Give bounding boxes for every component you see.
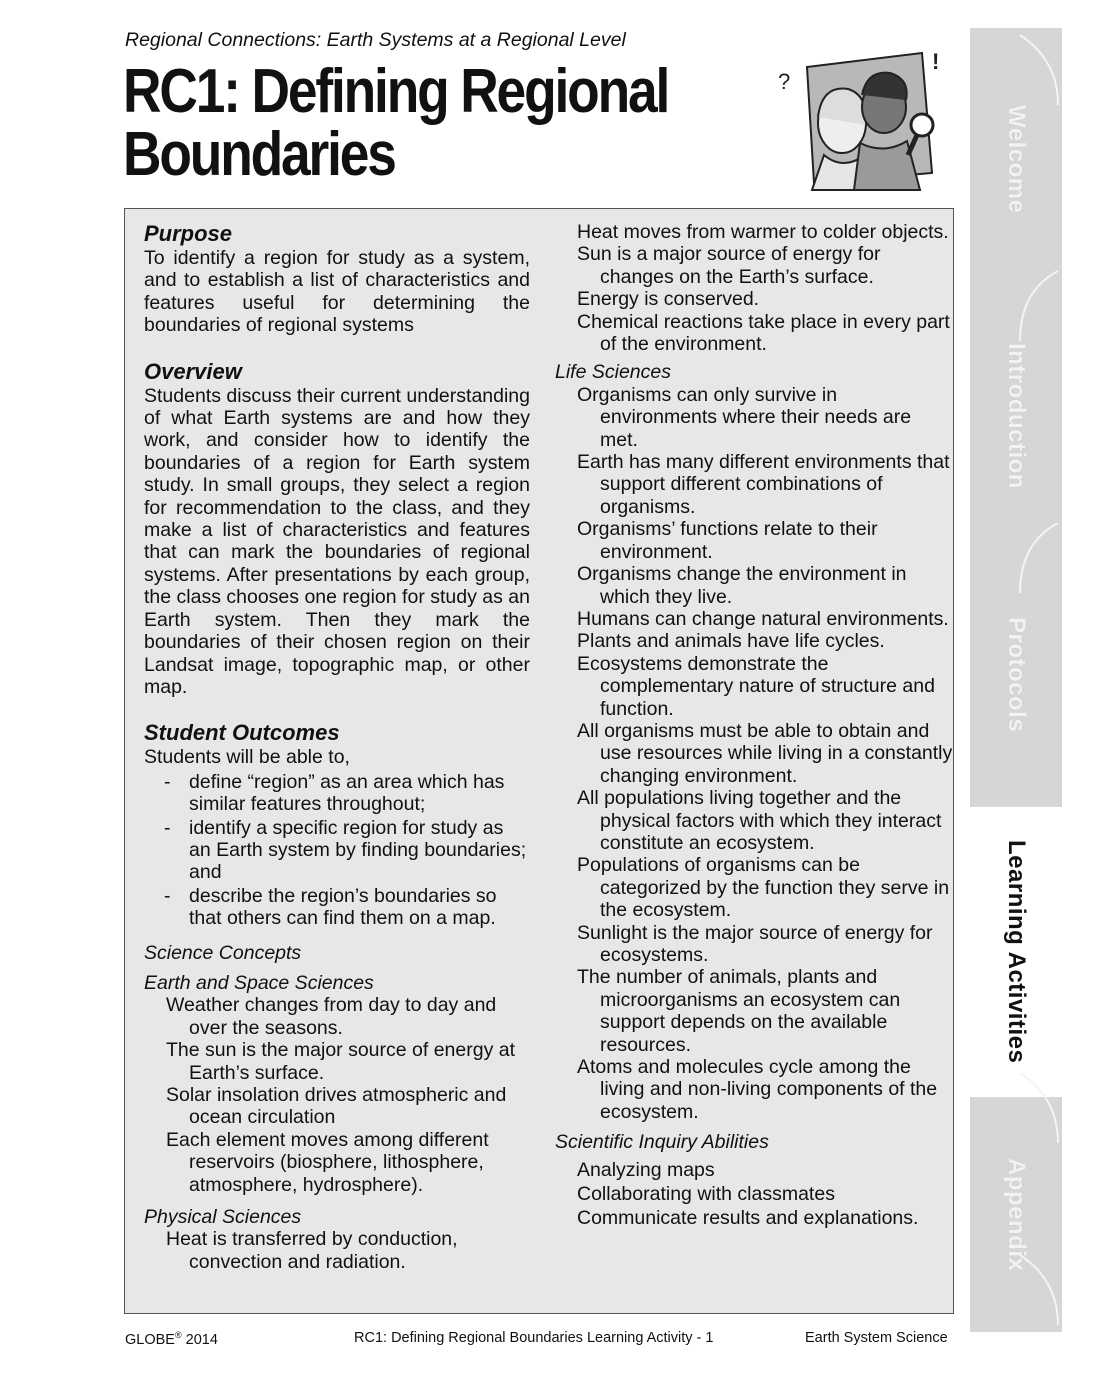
title-line-2: Boundaries [123, 120, 395, 189]
list-item: - describe the region’s boundaries so that others can find them on a map. [164, 885, 530, 930]
purpose-text: To identify a region for study as a system, and to establish a list of characteristics and features useful for determining the boundaries of regional systems [144, 247, 530, 337]
question-mark: ? [778, 69, 791, 94]
series-title: Regional Connections: Earth Systems at a Regional Level [125, 29, 626, 51]
list-item: All populations living together and the physical factors with which they interact constitute an ecosystem. [577, 787, 942, 854]
list-item: Populations of organisms can be categorized by the function they serve in the ecosystem. [577, 854, 950, 922]
tab-divider [970, 1068, 1062, 1148]
exclamation-mark: ! [932, 49, 940, 74]
footer-brand: GLOBE [125, 1331, 175, 1348]
outcomes-list [144, 771, 530, 930]
outcomes-intro: Students will be able to, [144, 746, 350, 769]
left-column [144, 221, 530, 1273]
list-item: Heat is transferred by conduction, convection and radiation. [166, 1228, 458, 1273]
title-line-1: RC1: Defining Regional [123, 57, 669, 126]
list-item: Atoms and molecules cycle among the living and non-living components of the ecosystem. [577, 1056, 938, 1123]
students-magnifier-illustration [772, 45, 952, 195]
inquiry-heading: Scientific Inquiry Abilities [555, 1131, 769, 1154]
tab-label: Protocols [1003, 616, 1030, 733]
list-item: Chemical reactions take place in every part of the environment. [577, 310, 950, 356]
list-item: Organisms’ functions relate to their environment. [577, 518, 878, 563]
tab-label: Introduction [1003, 343, 1030, 489]
registered-mark: ® [174, 1330, 182, 1340]
outcomes-heading: Student Outcomes [144, 720, 340, 746]
tab-divider [970, 1250, 1062, 1330]
list-item: The number of animals, plants and microorganisms an ecosystem can support depends on the available resources. [577, 966, 901, 1056]
footer-section: Earth System Science [805, 1330, 948, 1346]
list-item: Plants and animals have life cycles. [577, 630, 885, 653]
list-item: Sunlight is the major source of energy for ecosystems. [577, 921, 933, 966]
overview-heading: Overview [144, 358, 242, 384]
footer-copyright [125, 1330, 218, 1348]
section-tabs [970, 28, 1062, 1332]
activity-summary-box [124, 208, 954, 1314]
tab-learning-activities[interactable] [970, 807, 1062, 1097]
list-item: Weather changes from day to day and over the seasons. [166, 994, 497, 1039]
right-column [555, 221, 953, 1230]
list-item: Earth has many different environments that support different combinations of organisms. [577, 451, 950, 518]
list-item: Collaborating with classmates [577, 1183, 835, 1206]
science-concepts-heading: Science Concepts [144, 941, 302, 964]
list-item: Organisms change the environment in which they live. [577, 563, 907, 608]
earth-space-heading: Earth and Space Sciences [144, 971, 374, 994]
list-item: Communicate results and explanations. [577, 1207, 919, 1230]
overview-text: Students discuss their current understanding of what Earth systems are and how they work, and consider how to identify the boundaries of a region for Earth system study. In small groups, they select a region for recommendation to the class, and they make a list of characteristics and features that can mark the boundaries of regional systems. After presentations by each group, the class chooses one region for study as an Earth system. Then they mark the boundaries of their chosen region on their Landsat image, topographic map, or other map. [144, 384, 530, 698]
physical-sciences-heading: Physical Sciences [144, 1206, 302, 1229]
tab-label: Welcome [1003, 104, 1030, 214]
list-item: The sun is the major source of energy at Earth’s surface. [166, 1039, 516, 1084]
footer-year: 2014 [181, 1331, 218, 1348]
list-item: Solar insolation drives atmospheric and ocean circulation [166, 1084, 507, 1129]
list-item: Analyzing maps [577, 1158, 715, 1181]
list-item: - define “region” as an area which has similar features throughout; [164, 771, 530, 816]
purpose-heading: Purpose [144, 221, 233, 246]
list-item: Organisms can only survive in environments where their needs are met. [577, 383, 912, 451]
list-item: Each element moves among different reservoirs (biosphere, lithosphere, atmosphere, hydrosphere). [166, 1128, 489, 1196]
footer-page-label: RC1: Defining Regional Boundaries Learning Activity - 1 [354, 1330, 714, 1346]
tab-divider [970, 266, 1062, 346]
tab-label: Learning Activities [1003, 840, 1030, 1064]
list-item: All organisms must be able to obtain and use resources while living in a constantly changing environment. [577, 719, 953, 787]
list-item: Humans can change natural environments. [577, 607, 949, 630]
list-item: Ecosystems demonstrate the complementary nature of structure and function. [577, 652, 935, 720]
life-sciences-heading: Life Sciences [555, 361, 671, 384]
tab-divider [970, 518, 1062, 598]
list-item: Heat moves from warmer to colder objects. [577, 221, 949, 243]
list-item: Energy is conserved. [577, 288, 760, 311]
tab-label: Appendix [1003, 1157, 1030, 1272]
tab-divider [970, 30, 1062, 110]
list-item: Sun is a major source of energy for changes on the Earth’s surface. [577, 243, 881, 288]
page-title [123, 57, 669, 189]
list-item: - identify a specific region for study as an Earth system by finding boundaries; and [164, 817, 530, 884]
